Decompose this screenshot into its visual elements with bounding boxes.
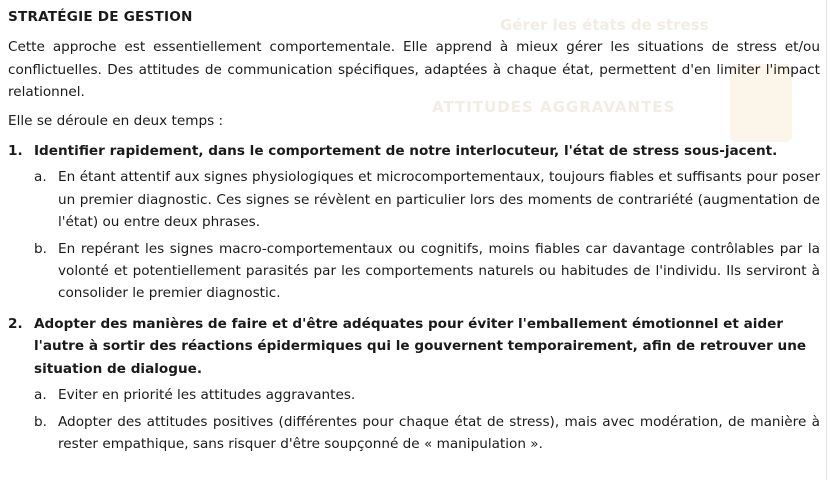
- lead-paragraph: Elle se déroule en deux temps :: [8, 112, 224, 129]
- bleed-through-heading: Gérer les états de stress: [500, 16, 709, 34]
- item-letter: b.: [34, 413, 47, 430]
- step-2-item-a: [34, 384, 820, 406]
- section-title: STRATÉGIE DE GESTION: [8, 9, 193, 25]
- item-text: Eviter en priorité les attitudes aggravantes.: [58, 387, 356, 404]
- document-body: [8, 6, 820, 455]
- step-1: [8, 140, 820, 162]
- step-number: 2.: [8, 315, 23, 332]
- item-text: Adopter des attitudes positives (différentes pour chaque état de stress), mais avec modération, de manière à rester empathique, sans risquer d'être soupçonné de « manipulation ».: [58, 413, 820, 452]
- item-letter: a.: [34, 169, 47, 186]
- step-1-item-a: [34, 166, 820, 233]
- item-letter: b.: [34, 240, 47, 257]
- step-title: Identifier rapidement, dans le comportement de notre interlocuteur, l'état de stress sous-jacent.: [34, 143, 778, 160]
- intro-paragraph: Cette approche est essentiellement comportementale. Elle apprend à mieux gérer les situations de stress et/ou conflictuelles. Des attitudes de communication spécifiques, adaptées à chaque état, permettent d'en limiter l'impact relationnel.: [8, 39, 820, 101]
- step-title: Adopter des manières de faire et d'être adéquates pour éviter l'emballement émotionnel et aider l'autre à sortir des réactions épidermiques qui le gouvernent temporairement, afin de retrouver une situation de dialogue.: [34, 315, 807, 377]
- item-text: En étant attentif aux signes physiologiques et microcomportementaux, toujours fiables et suffisants pour poser un premier diagnostic. Ces signes se révèlent en particulier lors des moments de contrariété (augmentation de l'état) ou entre deux phrases.: [58, 169, 820, 231]
- step-number: 1.: [8, 143, 23, 160]
- step-1-item-b: [34, 238, 820, 305]
- item-letter: a.: [34, 387, 47, 404]
- step-2: [8, 313, 820, 380]
- page-edge: [826, 0, 827, 480]
- bleed-through-subheading: ATTITUDES AGGRAVANTES: [432, 98, 676, 116]
- step-2-item-b: [34, 411, 820, 456]
- item-text: En repérant les signes macro-comportementaux ou cognitifs, moins fiables car davantage contrôlables par la volonté et potentiellement parasités par les comportements naturels ou habitudes de l'individu. Ils serviront à consolider le premier diagnostic.: [58, 240, 820, 302]
